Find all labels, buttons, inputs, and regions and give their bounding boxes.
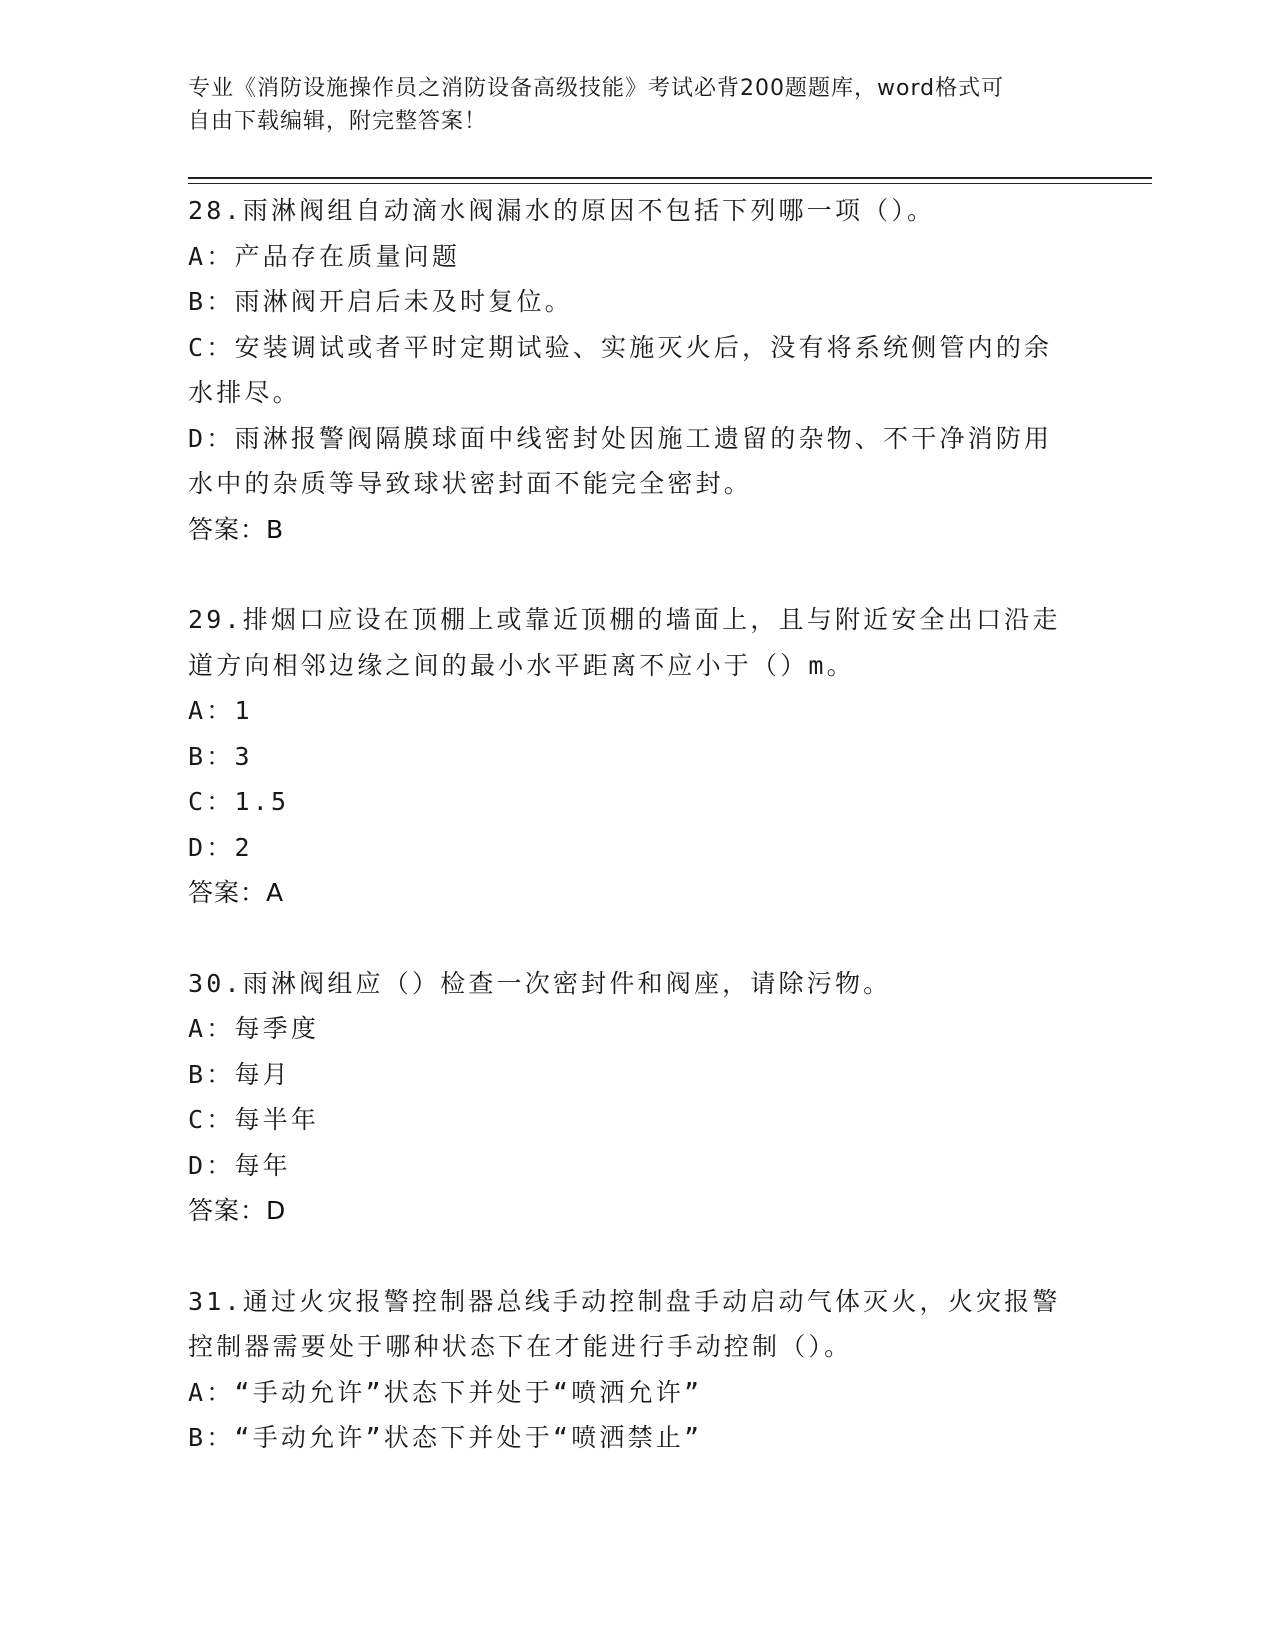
- answer-label: 答案：A: [188, 878, 285, 907]
- option-b: B：“手动允许”状态下并处于“喷洒禁止”: [188, 1423, 703, 1452]
- question-29: [188, 597, 1078, 916]
- header-line-2: 自由下载编辑，附完整答案！: [188, 109, 488, 134]
- option-b: B：3: [188, 741, 253, 771]
- header-divider-thin: [188, 183, 1152, 184]
- question-31: [188, 1279, 1078, 1461]
- option-c: C：安装调试或者平时定期试验、实施灭火后，没有将系统侧管内的余: [188, 332, 1053, 362]
- header-divider-thick: [188, 177, 1152, 179]
- question-stem: 31.通过火灾报警控制器总线手动控制盘手动启动气体灭火，火灾报警: [188, 1286, 1061, 1316]
- option-a: A：“手动允许”状态下并处于“喷洒允许”: [188, 1377, 703, 1407]
- option-b: B：每月: [188, 1059, 291, 1089]
- header-line-1: 专业《消防设施操作员之消防设备高级技能》考试必背200题题库，word格式可: [188, 76, 1005, 101]
- option-a: A：产品存在质量问题: [188, 241, 461, 271]
- option-c-continued: 水排尽。: [188, 378, 301, 407]
- question-stem-continued: 道方向相邻边缘之间的最小水平距离不应小于（）m。: [188, 650, 855, 680]
- option-c: C：每半年: [188, 1105, 320, 1134]
- option-d-continued: 水中的杂质等导致球状密封面不能完全密封。: [188, 469, 753, 498]
- question-stem: 30.雨淋阀组应（）检查一次密封件和阀座，请除污物。: [188, 968, 892, 998]
- question-28: [188, 188, 1078, 552]
- question-stem: 28.雨淋阀组自动滴水阀漏水的原因不包括下列哪一项（）。: [188, 196, 936, 225]
- option-d: D：2: [188, 832, 253, 862]
- option-c: C：1.5: [188, 787, 290, 816]
- document-header: [188, 72, 1068, 138]
- option-d: D：雨淋报警阀隔膜球面中线密封处因施工遗留的杂物、不干净消防用: [188, 423, 1053, 453]
- option-b: B：雨淋阀开启后未及时复位。: [188, 287, 573, 316]
- option-a: A：每季度: [188, 1014, 320, 1043]
- answer-label: 答案：B: [188, 514, 285, 544]
- answer-label: 答案：D: [188, 1196, 287, 1225]
- option-d: D：每年: [188, 1150, 291, 1180]
- question-list: [188, 188, 1078, 1506]
- question-stem: 29.排烟口应设在顶棚上或靠近顶棚的墙面上，且与附近安全出口沿走: [188, 605, 1061, 634]
- question-stem-continued: 控制器需要处于哪种状态下在才能进行手动控制（）。: [188, 1332, 853, 1361]
- option-a: A：1: [188, 696, 253, 725]
- question-30: [188, 961, 1078, 1234]
